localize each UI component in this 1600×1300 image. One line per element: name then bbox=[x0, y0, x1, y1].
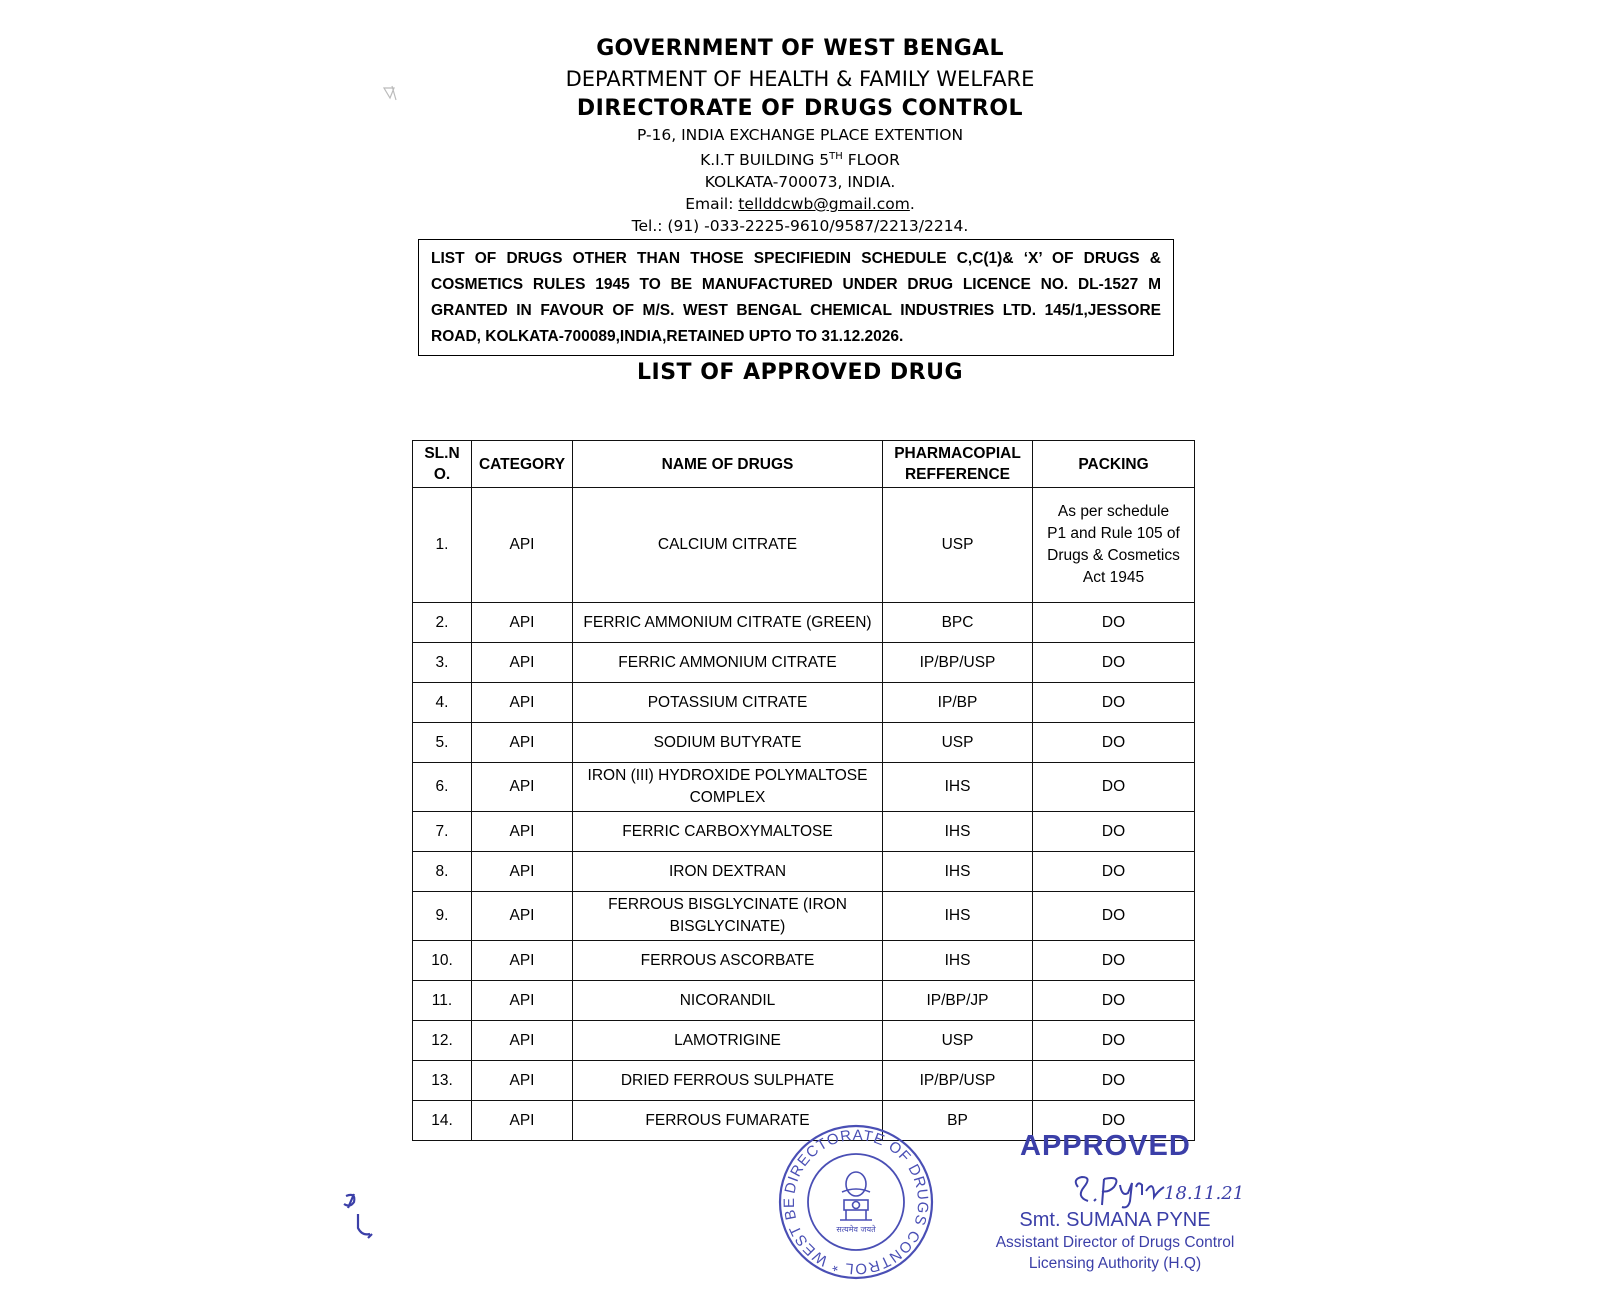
cell-packing: DO bbox=[1033, 643, 1195, 683]
table-row bbox=[413, 1061, 1195, 1101]
table-row bbox=[413, 812, 1195, 852]
cell-slno: 9. bbox=[413, 892, 472, 941]
cell-category: API bbox=[472, 683, 573, 723]
approved-drugs-table bbox=[412, 440, 1195, 1141]
cell-reference: IHS bbox=[883, 892, 1033, 941]
email-line bbox=[0, 193, 1600, 215]
address-line-2-suffix: FLOOR bbox=[842, 151, 900, 170]
handwritten-initial-mark bbox=[340, 1190, 380, 1254]
cell-slno: 10. bbox=[413, 941, 472, 981]
table-row bbox=[413, 643, 1195, 683]
cell-slno: 3. bbox=[413, 643, 472, 683]
email-suffix: . bbox=[909, 195, 915, 214]
cell-slno: 7. bbox=[413, 812, 472, 852]
address-line-1: P-16, INDIA EXCHANGE PLACE EXTENTION bbox=[636, 126, 964, 144]
cell-drug-name: POTASSIUM CITRATE bbox=[573, 683, 883, 723]
cell-reference: IHS bbox=[883, 763, 1033, 812]
col-header-slno: SL.N O. bbox=[413, 441, 472, 488]
cell-drug-name: NICORANDIL bbox=[573, 981, 883, 1021]
table-row bbox=[413, 683, 1195, 723]
table-row bbox=[413, 763, 1195, 812]
signatory-block bbox=[980, 1208, 1250, 1274]
cell-reference: IP/BP/USP bbox=[883, 643, 1033, 683]
table-body bbox=[413, 488, 1195, 1141]
cell-category: API bbox=[472, 723, 573, 763]
cell-slno: 8. bbox=[413, 852, 472, 892]
cell-packing: DO bbox=[1033, 892, 1195, 941]
address-line-2 bbox=[0, 146, 1600, 171]
cell-packing: DO bbox=[1033, 1021, 1195, 1061]
cell-slno: 13. bbox=[413, 1061, 472, 1101]
address-line-2-text: K.I.T BUILDING 5 bbox=[700, 151, 830, 170]
cell-drug-name: FERRIC CARBOXYMALTOSE bbox=[573, 812, 883, 852]
cell-drug-name: FERRIC AMMONIUM CITRATE (GREEN) bbox=[573, 603, 883, 643]
table-row bbox=[413, 1021, 1195, 1061]
seal-motto: सत्यमेव जयते bbox=[836, 1225, 876, 1234]
cell-drug-name: IRON DEXTRAN bbox=[573, 852, 883, 892]
cell-category: API bbox=[472, 1021, 573, 1061]
cell-reference: IP/BP bbox=[883, 683, 1033, 723]
signature-date: 18.11.21 bbox=[1164, 1183, 1245, 1204]
cell-reference: USP bbox=[883, 723, 1033, 763]
cell-drug-name: CALCIUM CITRATE bbox=[573, 488, 883, 603]
email-label: Email: bbox=[685, 195, 739, 214]
cell-category: API bbox=[472, 852, 573, 892]
cell-drug-name: DRIED FERROUS SULPHATE bbox=[573, 1061, 883, 1101]
cell-packing: DO bbox=[1033, 941, 1195, 981]
cell-reference: IP/BP/JP bbox=[883, 981, 1033, 1021]
table-header-row bbox=[413, 441, 1195, 488]
cell-drug-name: LAMOTRIGINE bbox=[573, 1021, 883, 1061]
cell-reference: IP/BP/USP bbox=[883, 1061, 1033, 1101]
signatory-name: Smt. SUMANA PYNE bbox=[1019, 1209, 1211, 1231]
cell-packing: DO bbox=[1033, 1061, 1195, 1101]
cell-packing: DO bbox=[1033, 763, 1195, 812]
cell-drug-name: IRON (III) HYDROXIDE POLYMALTOSE COMPLEX bbox=[573, 763, 883, 812]
cell-category: API bbox=[472, 1101, 573, 1141]
cell-reference: USP bbox=[883, 488, 1033, 603]
cell-packing: DO bbox=[1033, 683, 1195, 723]
cell-drug-name: FERRIC AMMONIUM CITRATE bbox=[573, 643, 883, 683]
cell-drug-name: FERROUS BISGLYCINATE (IRON BISGLYCINATE) bbox=[573, 892, 883, 941]
list-title: LIST OF APPROVED DRUG bbox=[636, 360, 964, 385]
cell-drug-name: FERROUS ASCORBATE bbox=[573, 941, 883, 981]
table-row bbox=[413, 941, 1195, 981]
cell-drug-name: SODIUM BUTYRATE bbox=[573, 723, 883, 763]
signatory-authority: Licensing Authority (H.Q) bbox=[1028, 1255, 1202, 1272]
cell-slno: 6. bbox=[413, 763, 472, 812]
cell-packing: DO bbox=[1033, 723, 1195, 763]
cell-category: API bbox=[472, 981, 573, 1021]
cell-packing: DO bbox=[1033, 812, 1195, 852]
cell-reference: IHS bbox=[883, 941, 1033, 981]
cell-category: API bbox=[472, 1061, 573, 1101]
cell-slno: 12. bbox=[413, 1021, 472, 1061]
cell-category: API bbox=[472, 763, 573, 812]
corner-mark-graphic bbox=[380, 82, 402, 104]
government-title: GOVERNMENT OF WEST BENGAL bbox=[596, 36, 1004, 61]
col-header-category: CATEGORY bbox=[472, 441, 573, 488]
cell-category: API bbox=[472, 603, 573, 643]
cell-reference: BPC bbox=[883, 603, 1033, 643]
directorate-title: DIRECTORATE OF DRUGS CONTROL bbox=[576, 96, 1024, 121]
cell-packing: As per schedule P1 and Rule 105 of Drugs & Cosmetics Act 1945 bbox=[1033, 488, 1195, 603]
seal-graphic bbox=[776, 1122, 936, 1282]
cell-slno: 14. bbox=[413, 1101, 472, 1141]
cell-category: API bbox=[472, 941, 573, 981]
table-row bbox=[413, 892, 1195, 941]
cell-slno: 5. bbox=[413, 723, 472, 763]
cell-packing: DO bbox=[1033, 603, 1195, 643]
cell-category: API bbox=[472, 812, 573, 852]
licence-notice-box: LIST OF DRUGS OTHER THAN THOSE SPECIFIEDIN SCHEDULE C,C(1)& ‘X’ OF DRUGS & COSMETICS RULES 1945 TO BE MANUFACTURED UNDER DRUG LICENCE NO. DL-1527 M GRANTED IN FAVOUR OF M/S. WEST BENGAL CHEMICAL INDUSTRIES LTD. 145/1,JESSORE ROAD, KOLKATA-700089,INDIA,RETAINED UPTO TO 31.12.2026. bbox=[418, 239, 1174, 356]
department-title: DEPARTMENT OF HEALTH & FAMILY WELFARE bbox=[565, 67, 1035, 91]
col-header-packing: PACKING bbox=[1033, 441, 1195, 488]
cell-category: API bbox=[472, 643, 573, 683]
table-row bbox=[413, 603, 1195, 643]
official-seal bbox=[776, 1122, 936, 1282]
cell-slno: 11. bbox=[413, 981, 472, 1021]
col-header-reference: PHARMACOPIAL REFFERENCE bbox=[883, 441, 1033, 488]
signatory-title: Assistant Director of Drugs Control bbox=[995, 1234, 1235, 1251]
approved-stamp-text: APPROVED bbox=[1020, 1130, 1191, 1162]
cell-reference: IHS bbox=[883, 812, 1033, 852]
table-row bbox=[413, 981, 1195, 1021]
col-header-name: NAME OF DRUGS bbox=[573, 441, 883, 488]
cell-packing: DO bbox=[1033, 1101, 1195, 1141]
address-line-3: KOLKATA-700073, INDIA. bbox=[704, 173, 896, 192]
initial-mark-graphic bbox=[340, 1190, 380, 1250]
ashoka-emblem-icon bbox=[840, 1172, 872, 1220]
cell-drug-name: FERROUS FUMARATE bbox=[573, 1101, 883, 1141]
table-row bbox=[413, 488, 1195, 603]
letterhead bbox=[0, 34, 1600, 237]
cell-packing: DO bbox=[1033, 852, 1195, 892]
table-row bbox=[413, 852, 1195, 892]
table-row bbox=[413, 723, 1195, 763]
seal-ring-text: DIRECTORATE OF DRUGS CONTROL * WEST BE bbox=[780, 1126, 932, 1278]
cell-reference: BP bbox=[883, 1101, 1033, 1141]
faint-corner-mark bbox=[380, 82, 402, 108]
cell-slno: 4. bbox=[413, 683, 472, 723]
email-link[interactable]: tellddcwb@gmail.com bbox=[738, 195, 910, 214]
cell-slno: 2. bbox=[413, 603, 472, 643]
cell-slno: 1. bbox=[413, 488, 472, 603]
cell-packing: DO bbox=[1033, 981, 1195, 1021]
cell-reference: USP bbox=[883, 1021, 1033, 1061]
cell-category: API bbox=[472, 892, 573, 941]
address-superscript: TH bbox=[829, 151, 843, 162]
telephone-line: Tel.: (91) -033-2225-9610/9587/2213/2214. bbox=[631, 217, 969, 236]
cell-category: API bbox=[472, 488, 573, 603]
cell-reference: IHS bbox=[883, 852, 1033, 892]
